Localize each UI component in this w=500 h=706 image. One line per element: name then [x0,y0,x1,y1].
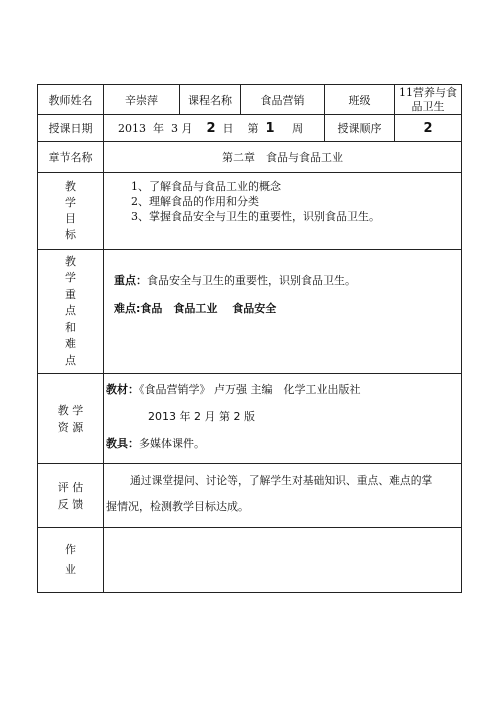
focus-label-char: 学 [65,271,76,285]
resources-content [104,374,462,464]
homework-content [104,528,462,593]
hard-point-text: 食品 食品工业 食品安全 [140,302,277,315]
focus-label-char: 点 [65,304,76,318]
class-label: 班级 [325,85,395,115]
textbook-title: 教材： [106,383,139,396]
focus-label-char: 重 [65,287,76,301]
feedback-label-line1: 评 估 [57,480,84,494]
feedback-label [38,464,104,528]
chapter-label: 章节名称 [38,142,104,173]
resources-label [38,374,104,464]
date-row [38,115,462,142]
date-week-prefix: 第 [247,122,259,135]
resources-label-line2: 资 源 [57,420,84,434]
date-week: 1 [265,121,275,136]
feedback-content [104,464,462,528]
date-month: 3 [171,122,178,135]
teacher-row [38,85,462,115]
date-year: 2013 [118,122,146,135]
objectives-label [38,173,104,250]
teacher-name: 辛崇萍 [104,85,180,115]
class-value [395,85,462,115]
focus-content [104,250,462,374]
tools-line [106,436,461,452]
tools-title: 教具： [106,437,139,450]
teacher-label: 教师姓名 [38,85,104,115]
textbook-text: 《食品营销学》 卢万强 主编 化学工业出版社 [139,383,361,396]
key-point [114,273,461,289]
homework-label-char: 作 [65,543,76,556]
homework-label-char: 业 [65,563,76,576]
date-week-unit: 周 [292,122,304,135]
date-label: 授课日期 [38,115,104,142]
hard-point [114,301,461,317]
objectives-label-char: 教 [65,180,76,193]
chapter-value: 第二章 食品与食品工业 [104,142,462,173]
date-value [104,115,325,142]
focus-row [38,250,462,374]
homework-row [38,528,462,593]
feedback-text-line1: 通过课堂提问、讨论等，了解学生对基础知识、重点、难点的掌 [130,474,433,487]
chapter-row [38,142,462,173]
objective-item: 1、了解食品与食品工业的概念 [131,180,281,193]
course-name: 食品营销 [241,85,325,115]
focus-label-char: 难 [65,337,76,351]
homework-label [38,528,104,593]
focus-label-char: 和 [65,320,76,334]
resources-row [38,374,462,464]
date-day-unit: 日 [222,122,234,135]
feedback-text-line2: 握情况，检测教学目标达成。 [106,500,249,513]
feedback-label-line2: 反 馈 [57,497,84,511]
lesson-plan-table [37,84,462,593]
objective-item: 3、掌握食品安全与卫生的重要性，识别食品卫生。 [131,210,380,223]
order-label: 授课顺序 [325,115,395,142]
date-day: 2 [206,121,216,136]
objectives-content [104,173,462,250]
textbook-line [106,382,461,398]
key-point-title: 重点： [114,274,147,287]
feedback-row [38,464,462,528]
tools-text: 多媒体课件。 [139,437,205,450]
objectives-row [38,173,462,250]
objective-item: 2、理解食品的作用和分类 [131,195,259,208]
class-value-line2: 品卫生 [411,99,445,113]
focus-label-char: 教 [65,254,76,268]
class-value-line1: 11营养与食 [399,85,457,99]
date-month-unit: 月 [181,122,193,135]
focus-label [38,250,104,374]
order-value: 2 [395,115,462,142]
objectives-label-char: 目 [65,212,76,225]
objectives-label-char: 学 [65,196,76,209]
date-year-unit: 年 [153,122,164,135]
resources-label-line1: 教 学 [57,403,84,417]
focus-label-char: 点 [65,353,76,367]
edition-line: 2013 年 2 月 第 2 版 [148,410,255,423]
course-label: 课程名称 [180,85,241,115]
key-point-text: 食品安全与卫生的重要性，识别食品卫生。 [147,274,356,287]
objectives-label-char: 标 [65,228,76,241]
hard-point-title: 难点: [114,302,141,315]
